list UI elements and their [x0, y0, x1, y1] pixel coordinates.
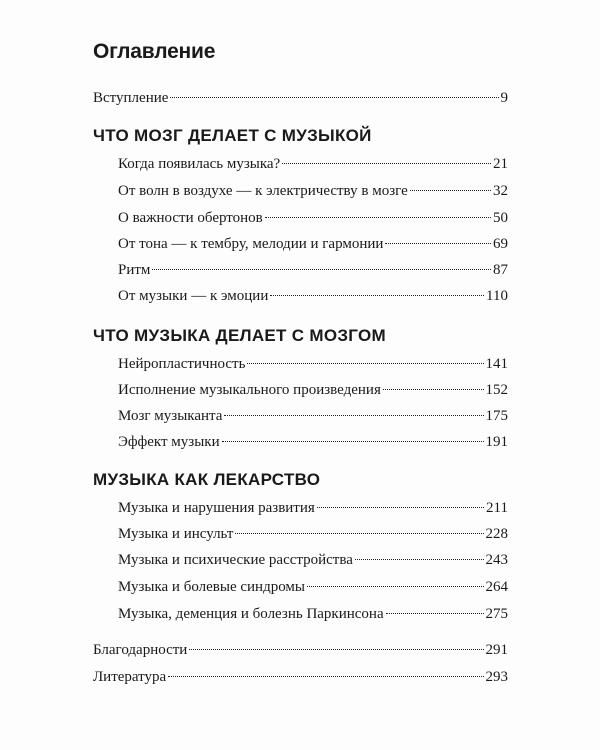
dot-leader: [270, 295, 484, 296]
entry-page-number: 21: [493, 156, 508, 172]
toc-entry: [118, 260, 508, 280]
toc-entry: [118, 604, 508, 624]
entry-label: О важности обертонов: [118, 210, 263, 226]
dot-leader: [235, 533, 483, 534]
toc-entry-acknowledgements: [93, 640, 508, 660]
entry-label: Ритм: [118, 262, 151, 278]
toc-entry-intro: [93, 88, 508, 108]
dot-leader: [222, 441, 484, 442]
dot-leader: [383, 389, 484, 390]
toc-entry: [118, 208, 508, 228]
dot-leader: [307, 586, 484, 587]
toc-entry: [118, 380, 508, 400]
entry-label: Литература: [93, 669, 167, 685]
toc-entry: [118, 154, 508, 174]
entry-label: Музыка и болевые синдромы: [118, 579, 305, 595]
entry-page-number: 50: [493, 210, 508, 226]
dot-leader: [189, 649, 483, 650]
toc-entry: [118, 354, 508, 374]
section-heading: МУЗЫКА КАК ЛЕКАРСТВО: [93, 470, 321, 489]
entry-page-number: 243: [485, 552, 508, 568]
entry-label: Музыка и инсульт: [118, 526, 234, 542]
toc-entry-literature: [93, 667, 508, 687]
entry-label: Эффект музыки: [118, 434, 220, 450]
toc-entry: [118, 550, 508, 570]
entry-page-number: 69: [493, 236, 508, 252]
entry-label: Музыка, деменция и болезнь Паркинсона: [118, 606, 384, 622]
entry-page-number: 264: [485, 579, 508, 595]
toc-entry: [118, 286, 508, 306]
dot-leader: [152, 269, 491, 270]
entry-page-number: 293: [485, 669, 508, 685]
dot-leader: [168, 676, 483, 677]
entry-label: Исполнение музыкального произведения: [118, 382, 381, 398]
entry-page-number: 291: [485, 642, 508, 658]
entry-page-number: 110: [486, 288, 508, 304]
dot-leader: [317, 507, 484, 508]
entry-label: Музыка и психические расстройства: [118, 552, 353, 568]
entry-page-number: 9: [500, 90, 508, 106]
entry-page-number: 152: [485, 382, 508, 398]
entry-page-number: 211: [486, 500, 508, 516]
dot-leader: [355, 559, 484, 560]
toc-entry: [118, 234, 508, 254]
dot-leader: [386, 613, 484, 614]
dot-leader: [385, 243, 491, 244]
toc-entry: [118, 406, 508, 426]
section-heading: ЧТО МОЗГ ДЕЛАЕТ С МУЗЫКОЙ: [93, 126, 372, 145]
entry-page-number: 228: [485, 526, 508, 542]
page-title: Оглавление: [93, 40, 216, 63]
toc-entry: [118, 524, 508, 544]
entry-page-number: 141: [485, 356, 508, 372]
dot-leader: [224, 415, 483, 416]
entry-label: Когда появилась музыка?: [118, 156, 281, 172]
entry-label: От музыки — к эмоции: [118, 288, 269, 304]
dot-leader: [410, 190, 491, 191]
entry-label: Нейропластичность: [118, 356, 246, 372]
entry-label: Мозг музыканта: [118, 408, 223, 424]
entry-label: Музыка и нарушения развития: [118, 500, 315, 516]
entry-page-number: 32: [493, 183, 508, 199]
entry-label: От волн в воздухе — к электричеству в мозге: [118, 183, 408, 199]
toc-entry: [118, 498, 508, 518]
toc-entry: [118, 181, 508, 201]
entry-page-number: 87: [493, 262, 508, 278]
entry-label: От тона — к тембру, мелодии и гармонии: [118, 236, 384, 252]
section-heading: ЧТО МУЗЫКА ДЕЛАЕТ С МОЗГОМ: [93, 326, 386, 345]
entry-page-number: 275: [485, 606, 508, 622]
dot-leader: [265, 217, 491, 218]
toc-entry: [118, 432, 508, 452]
dot-leader: [170, 97, 498, 98]
entry-label: Вступление: [93, 90, 169, 106]
entry-page-number: 175: [485, 408, 508, 424]
dot-leader: [282, 163, 491, 164]
entry-page-number: 191: [485, 434, 508, 450]
toc-entry: [118, 577, 508, 597]
dot-leader: [247, 363, 483, 364]
entry-label: Благодарности: [93, 642, 188, 658]
